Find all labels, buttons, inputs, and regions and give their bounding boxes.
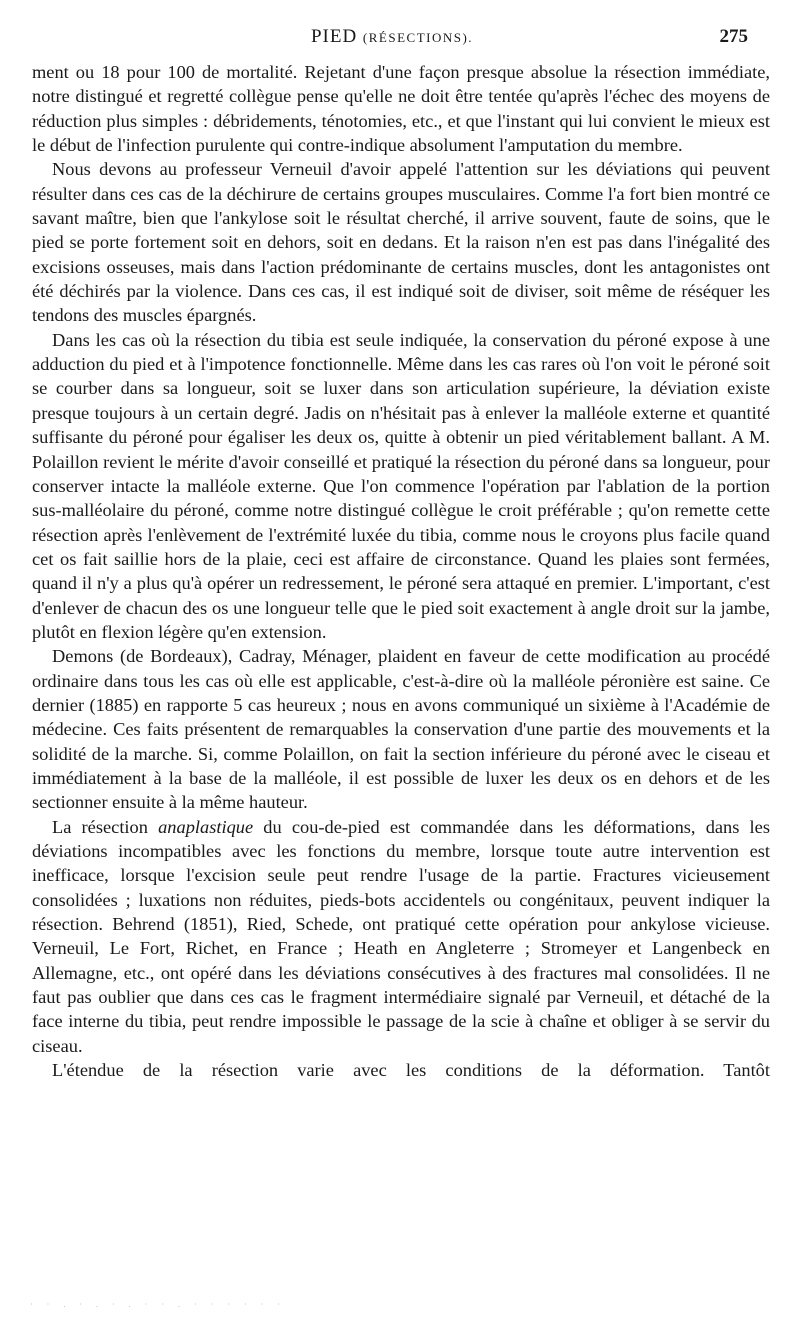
paragraph-5-rest: du cou-de-pied est commandée dans les déformations, dans les déviations incompatibles avec les fonctions du membre, lorsque toute autre intervention est inefficace, lorsque l'excision seule peut rendre l'usage de la partie. Fractures vicieusement consolidées ; luxations non réduites, pieds-bots accidentels ou congénitaux, peuvent indiquer la résection. Behrend (1851), Ried, Schede, ont pratiqué cette opération pour ankylose vicieuse. Verneuil, Le Fort, Richet, en France ; Heath en Angleterre ; Stromeyer et Langenbeck en Allemagne, etc., ont opéré dans les déviations consécutives à des fractures mal consolidées. Il ne faut pas oublier que dans ces cas le fragment intermédiaire signalé par Verneuil, et détaché de la face interne du tibia, peut rendre impossible le passage de la scie à chaîne et obliger à se servir du ciseau. [32,816,770,1056]
paragraph-5-start: La résection [52,816,148,837]
running-title-sub: (RÉSECTIONS). [362,30,474,45]
paragraph-3: Dans les cas où la résection du tibia est seule indiquée, la conservation du péroné expose à une adduction du pied et à l'impotence fonctionnelle. Même dans les cas rares où l'on voit le péroné soit se courber dans sa longueur, soit se luxer dans son articulation supérieure, la déviation existe presque toujours à un certain degré. Jadis on n'hésitait pas à enlever la malléole externe et quantité suffisante du péroné pour égaliser les deux os, quitte à obtenir un pied véritablement ballant. A M. Polaillon revient le mérite d'avoir conseillé et pratiqué la résection du péroné dans sa longueur, pour conserver intacte la malléole externe. Que l'on commence l'opération par l'ablation de la portion sus-malléolaire du péroné, comme notre distingué collègue le croit préférable ; qu'on remette cette résection après l'enlèvement de l'extrémité luxée du tibia, comme nous le croyons plus facile quand cet os fait saillie hors de la plaie, ceci est affaire de circonstance. Quand les plaies sont fermées, quand il n'y a plus qu'à opérer un redressement, le péroné sera attaqué en premier. L'important, c'est d'enlever de chacun des os une longueur telle que le pied soit exactement à angle droit sur la jambe, plutôt en flexion légère qu'en extension. [32,329,770,642]
paragraph-1: ment ou 18 pour 100 de mortalité. Rejetant d'une façon presque absolue la résection immédiate, notre distingué et regretté collègue pense qu'elle ne doit être tentée qu'après l'échec des moyens de réduction plus simples : débridements, ténotomies, etc., et que l'instant qui lui convient le mieux est le début de l'infection purulente qui contre-indique absolument l'amputation du membre. [32,62,770,156]
paragraph-6: L'étendue de la résection varie avec les conditions de la déformation. Tantôt [52,1060,770,1081]
paragraph-4: Demons (de Bordeaux), Cadray, Ménager, plaident en faveur de cette modification au procédé ordinaire dans tous les cas où elle est applicable, c'est-à-dire où la malléole péronière est saine. Ce dernier (1885) en rapporte 5 cas heureux ; nous en avons communiqué un sixième à l'Académie de médecine. Ces faits présentent de remarquables la conservation d'une partie des mouvements et la solidité de la marche. Si, comme Polaillon, on fait la section inférieure du péroné avec le ciseau et immédiatement à la base de la malléole, il est possible de luxer les deux os en dehors et de les sectionner ensuite à la même hauteur. [32,646,770,813]
body-text [32,60,770,1082]
running-title [36,26,748,48]
paragraph-2: Nous devons au professeur Verneuil d'avoir appelé l'attention sur les déviations qui peuvent résulter dans ces cas de la déchirure de certains groupes musculaires. Comme l'a fort bien montré ce savant maître, bien que l'ankylose soit le résultat cherché, il arrive souvent, faute de soins, que le pied se porte fortement soit en dehors, soit en dedans. Et la raison n'en est pas dans l'inégalité des excisions osseuses, mais dans l'action prédominante de certains muscles, dont les antagonistes ont été déchirés par la violence. Dans ces cas, il est indiqué soit de diviser, soit même de réséquer les tendons des muscles épargnés. [32,159,770,326]
running-head [36,26,748,50]
running-title-main: PIED [310,26,358,47]
page-number: 275 [719,26,748,47]
paragraph-5 [32,815,770,1058]
paragraph-5-italic-term: anaplastique [158,816,254,837]
scan-specks-decoration: · · . · . · . · · . · · · · · · [30,1300,286,1309]
